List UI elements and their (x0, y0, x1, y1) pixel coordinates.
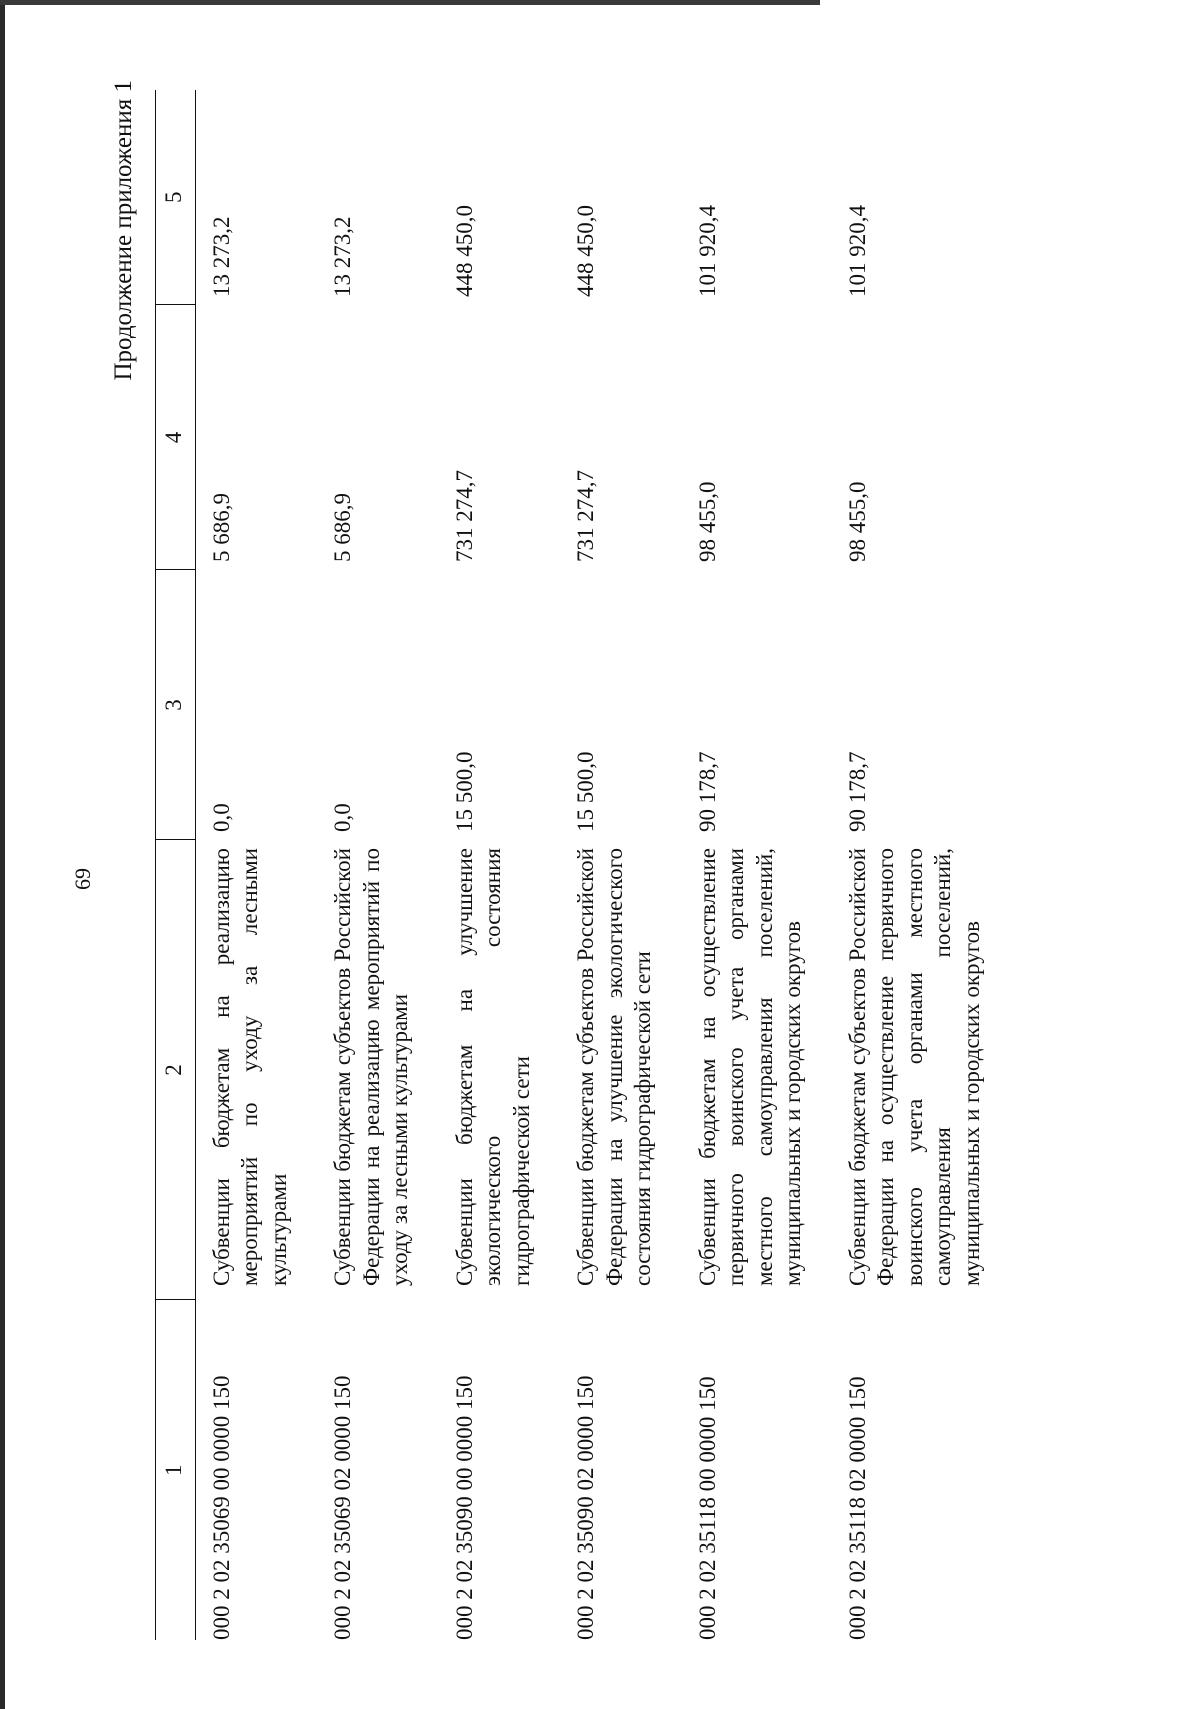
table-row (682, 90, 832, 1640)
scan-border-left (0, 0, 5, 1709)
scan-border-top (0, 0, 820, 5)
description-cell: Субвенции бюджетам на осуществление первичного воинского учета органами местного самоуправления поселений, муниципальных и городских округов (694, 848, 806, 1286)
value-col5-cell: 448 450,0 (451, 205, 477, 297)
table-header-row (156, 90, 196, 1640)
value-col3-cell: 15 500,0 (451, 751, 477, 832)
value-col5-cell: 13 273,2 (208, 216, 234, 297)
budget-code-cell: 000 2 02 35118 02 0000 150 (844, 1376, 870, 1640)
document-body (55, 80, 1055, 1650)
value-col4-cell: 5 686,9 (330, 493, 356, 562)
budget-code-cell: 000 2 02 35069 00 0000 150 (208, 1375, 234, 1640)
column-header: 4 (156, 305, 196, 570)
value-col4-cell: 731 274,7 (451, 470, 477, 562)
value-col3-cell: 0,0 (208, 803, 234, 832)
description-cell: Субвенции бюджетам субъектов Российской Федерации на улучшение экологического состояния гидрографической сети (573, 848, 656, 1286)
budget-code-cell: 000 2 02 35090 02 0000 150 (573, 1375, 599, 1640)
column-header: 3 (156, 570, 196, 840)
value-col3-cell: 90 178,7 (694, 751, 720, 832)
budget-code-cell: 000 2 02 35118 00 0000 150 (694, 1376, 720, 1640)
table-row (317, 90, 439, 1640)
column-header: 2 (156, 840, 196, 1300)
value-col4-cell: 98 455,0 (844, 481, 870, 562)
column-header: 5 (156, 90, 196, 305)
value-col3-cell: 15 500,0 (573, 751, 599, 832)
budget-code-cell: 000 2 02 35069 02 0000 150 (330, 1375, 356, 1640)
value-col5-cell: 101 920,4 (694, 205, 720, 297)
table-row (832, 90, 1011, 1640)
column-header: 1 (156, 1300, 196, 1640)
value-col5-cell: 448 450,0 (573, 205, 599, 297)
continuation-label: Продолжение приложения 1 (110, 80, 137, 381)
budget-code-cell: 000 2 02 35090 00 0000 150 (451, 1375, 477, 1640)
description-cell: Субвенции бюджетам на улучшение экологического состояния гидрографической сети (451, 848, 534, 1286)
appendix-table (155, 90, 1010, 1640)
value-col3-cell: 90 178,7 (844, 751, 870, 832)
page-number: 69 (70, 868, 95, 890)
description-cell: Субвенции бюджетам на реализацию мероприятий по уходу за лесными культурами (208, 848, 291, 1286)
value-col3-cell: 0,0 (330, 803, 356, 832)
table-row (195, 90, 317, 1640)
description-cell: Субвенции бюджетам субъектов Российской Федерации на реализацию мероприятий по уходу за лесными культурами (330, 848, 413, 1286)
value-col5-cell: 101 920,4 (844, 205, 870, 297)
value-col4-cell: 731 274,7 (573, 470, 599, 562)
table-row (560, 90, 682, 1640)
table-row (439, 90, 561, 1640)
value-col4-cell: 98 455,0 (694, 481, 720, 562)
description-cell: Субвенции бюджетам субъектов Российской Федерации на осуществление первичного воинского учета органами местного самоуправления поселений, муниципальных и городских округов (844, 848, 984, 1286)
value-col5-cell: 13 273,2 (330, 216, 356, 297)
value-col4-cell: 5 686,9 (208, 493, 234, 562)
